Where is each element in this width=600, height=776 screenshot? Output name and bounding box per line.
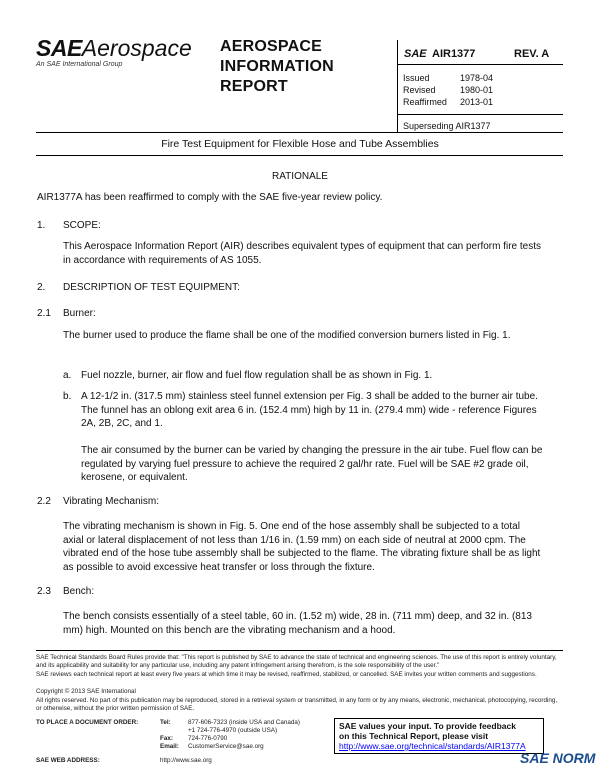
feedback-line-2: on this Technical Report, please visit [339,731,489,741]
item-a-text: Fuel nozzle, burner, air flow and fuel flow regulation shall be as shown in Fig. 1. [81,370,433,381]
sae-small-logo: SAE [404,48,427,60]
section-2-3-title: Bench: [63,586,95,597]
footer-rules: SAE Technical Standards Board Rules provide that: "This report is published by SAE to advance the state of technical and engineering sciences. The use of this report is entirely voluntary, and its applicability and suitability for any particular use, including any patent infringement arising therefrom, is the sole responsibility of the user." [36,654,557,669]
tel-value: 877-606-7323 (inside USA and Canada) [188,719,301,726]
fax-value: 724-776-0790 [188,735,228,742]
revision: REV. A [514,48,550,60]
sae-aerospace-logo: SAEAerospace [36,35,192,61]
footer-divider [36,650,563,651]
footer-review: SAE reviews each technical report at least every five years at which time it may be revised, reaffirmed, stabilized, or cancelled. SAE invites your written comments and suggestions. [36,671,537,678]
email-value[interactable]: CustomerService@sae.org [188,743,264,750]
rationale-heading: RATIONALE [272,171,328,182]
fax-label: Fax: [160,735,173,742]
web-value[interactable]: http://www.sae.org [160,757,212,764]
feedback-box [334,718,544,754]
section-2-1-title: Burner: [63,308,96,319]
section-1-title: SCOPE: [63,220,101,231]
item-b-label: b. [63,391,72,402]
logo-subtitle: An SAE International Group [36,61,123,68]
section-2-2-title: Vibrating Mechanism: [63,496,159,507]
order-label: TO PLACE A DOCUMENT ORDER: [36,719,139,726]
revised-label: Revised [403,85,436,95]
issued-label: Issued [403,73,430,83]
superseding: Superseding AIR1377 [403,121,491,131]
divider [36,132,563,133]
section-2-2-number: 2.2 [37,496,51,507]
section-2-2-text: The vibrating mechanism is shown in Fig. 5. One end of the hose assembly shall be subjected to a total axial or lateral displacement of not less than 1/16 in. (1.59 mm) on each side of neutral at 2000 cpm. The vibrated end of the hose tube assembly shall be subjected to the flame. The vibrating fixture shall be as light as possible to avoid excessive heat transfer or loss through the fixture. [63,521,541,573]
watermark: SAE NORM [520,750,596,766]
reaffirmed-label: Reaffirmed [403,97,447,107]
reaffirmed-value: 2013-01 [460,97,494,107]
revised-value: 1980-01 [460,85,494,95]
divider [397,114,563,115]
divider [397,64,563,65]
footer-copyright: Copyright © 2013 SAE International [36,688,136,695]
tel2-value: +1 724-776-4970 (outside USA) [188,727,278,734]
feedback-line-1: SAE values your input. To provide feedback [339,721,516,731]
item-a-label: a. [63,370,72,381]
item-b-text: A 12-1/2 in. (317.5 mm) stainless steel funnel extension per Fig. 3 shall be added to the burner air tube. The funnel has an oblong exit area 6 in. (152.4 mm) high by 11 in. (279.4 mm) wide - reference Figures 2A, 2B, 2C, and 1. [81,391,538,429]
issued-value: 1978-04 [460,73,494,83]
item-b-text-2: The air consumed by the burner can be varied by changing the pressure in the air tube. Fuel flow can be regulated by varying fuel pressure to achieve the required 2 gal/hr rate. Fuel will be SAE #2 grade oil, kerosene, or equivalent. [81,445,543,483]
section-1-number: 1. [37,220,46,231]
divider [36,155,563,156]
section-2-3-number: 2.3 [37,586,51,597]
document-title: Fire Test Equipment for Flexible Hose and Tube Assemblies [161,138,439,150]
section-2-1-number: 2.1 [37,308,51,319]
section-1-text: This Aerospace Information Report (AIR) describes equivalent types of equipment that can perform fire tests in accordance with requirements of AS 1055. [63,241,542,266]
feedback-link[interactable]: http://www.sae.org/technical/standards/AIR1377A [339,741,526,751]
tel-label: Tel: [160,719,171,726]
footer-rights: All rights reserved. No part of this publication may be reproduced, stored in a retrieval system or transmitted, in any form or by any means, electronic, mechanical, photocopying, recording, or otherwise, without the prior written permission of SAE. [36,697,558,712]
section-2-3-text: The bench consists essentially of a steel table, 60 in. (1.52 m) wide, 28 in. (711 mm) deep, and 32 in. (813 mm) high. Mounted on this bench are the vibrating mechanism and a hood. [63,611,532,636]
document-number: AIR1377 [432,48,476,60]
section-2-1-text: The burner used to produce the flame shall be one of the modified conversion burners listed in Fig. 1. [63,330,511,341]
section-2-title: DESCRIPTION OF TEST EQUIPMENT: [63,282,240,293]
web-label: SAE WEB ADDRESS: [36,757,100,764]
email-label: Email: [160,743,179,750]
report-type: AEROSPACE INFORMATION REPORT [220,38,334,95]
rationale-text: AIR1377A has been reaffirmed to comply with the SAE five-year review policy. [37,192,383,203]
section-2-number: 2. [37,282,46,293]
